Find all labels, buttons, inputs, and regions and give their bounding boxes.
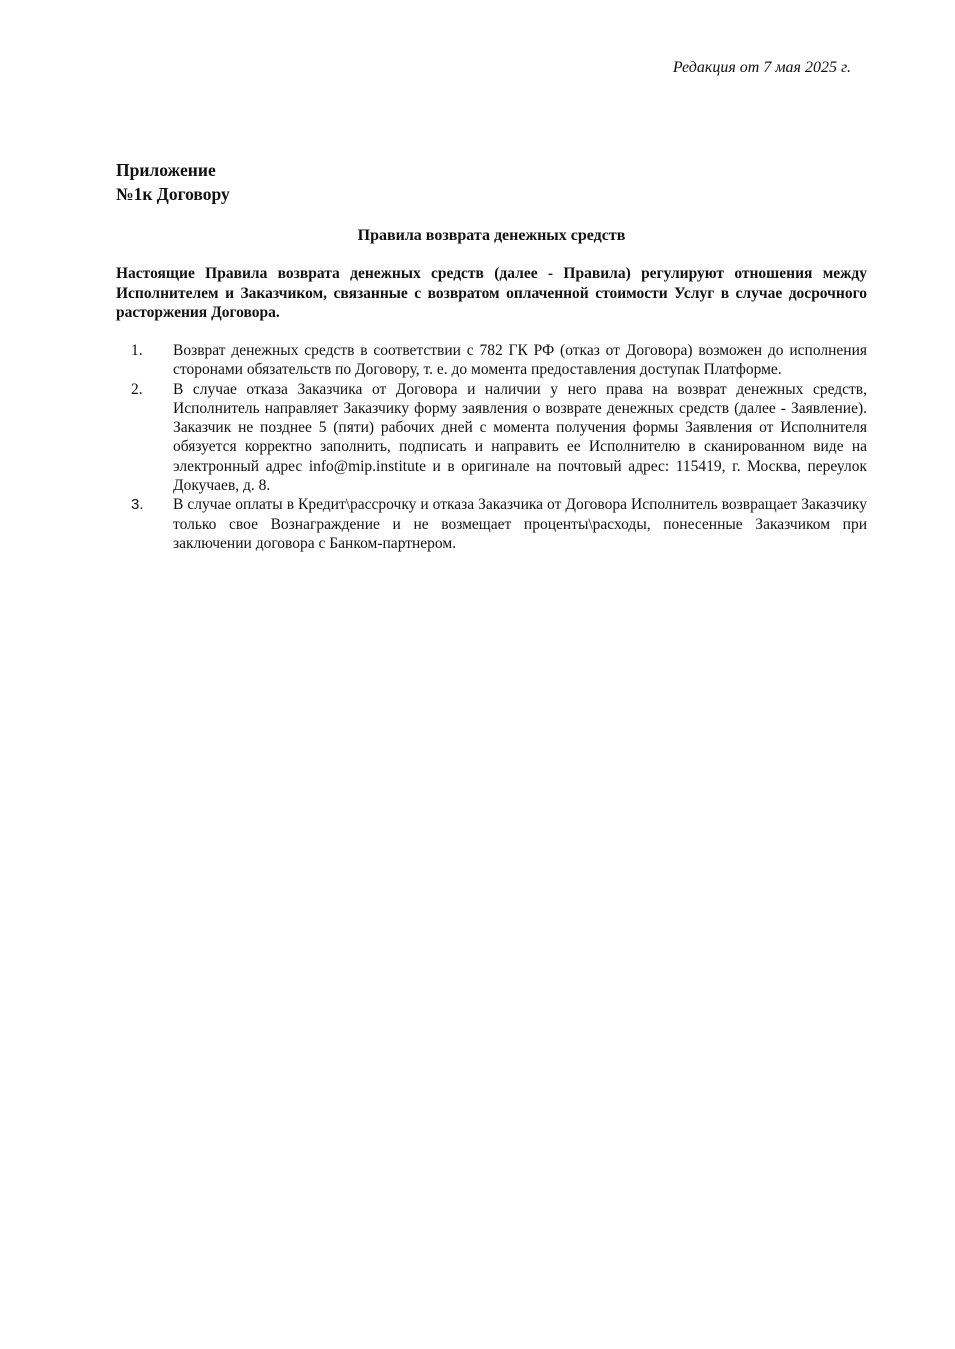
rule-item-2 — [116, 380, 867, 496]
appendix-heading — [116, 158, 230, 206]
document-title: Правила возврата денежных средств — [357, 227, 626, 244]
rule-item-1 — [116, 341, 867, 380]
rule-text: В случае отказа Заказчика от Договора и наличии у него права на возврат денежных средств, Исполнитель направляет Заказчику форму заявления о возврате денежных средств (далее - Заявление). Заказчик не позднее 5 (пяти) рабочих дней с момента получения формы Заявления от Исполнителя обязуется корректно заполнить, подписать и направить ее Исполнителю в сканированном виде на электронный адрес info@mip.institute и в оригинале на почтовый адрес: 115419, г. Москва, переулок Докучаев, д. 8. — [173, 380, 867, 495]
rules-list — [116, 341, 867, 553]
rule-item-3 — [116, 495, 867, 553]
edition-date: Редакция от 7 мая 2025 г. — [672, 59, 851, 76]
appendix-line-1: Приложение — [116, 160, 216, 180]
rule-number: 3. — [131, 496, 144, 514]
rule-text: В случае оплаты в Кредит\рассрочку и отказа Заказчика от Договора Исполнитель возвращает Заказчику только свое Вознаграждение и не возмещает проценты\расходы, понесенные Заказчиком при заключении договора с Банком-партнером. — [173, 496, 867, 552]
rule-number: 2. — [131, 380, 143, 398]
intro-paragraph: Настоящие Правила возврата денежных средств (далее - Правила) регулируют отношения между Исполнителем и Заказчиком, связанные с возвратом оплаченной стоимости Услуг в случае досрочного расторжения Договора. — [116, 265, 867, 321]
appendix-line-2: №1к Договору — [116, 184, 230, 204]
rule-number: 1. — [131, 342, 143, 359]
rule-text: Возврат денежных средств в соответствии с 782 ГК РФ (отказ от Договора) возможен до исполнения сторонами обязательств по Договору, т. е. до момента предоставления доступак Платформе. — [173, 342, 867, 379]
